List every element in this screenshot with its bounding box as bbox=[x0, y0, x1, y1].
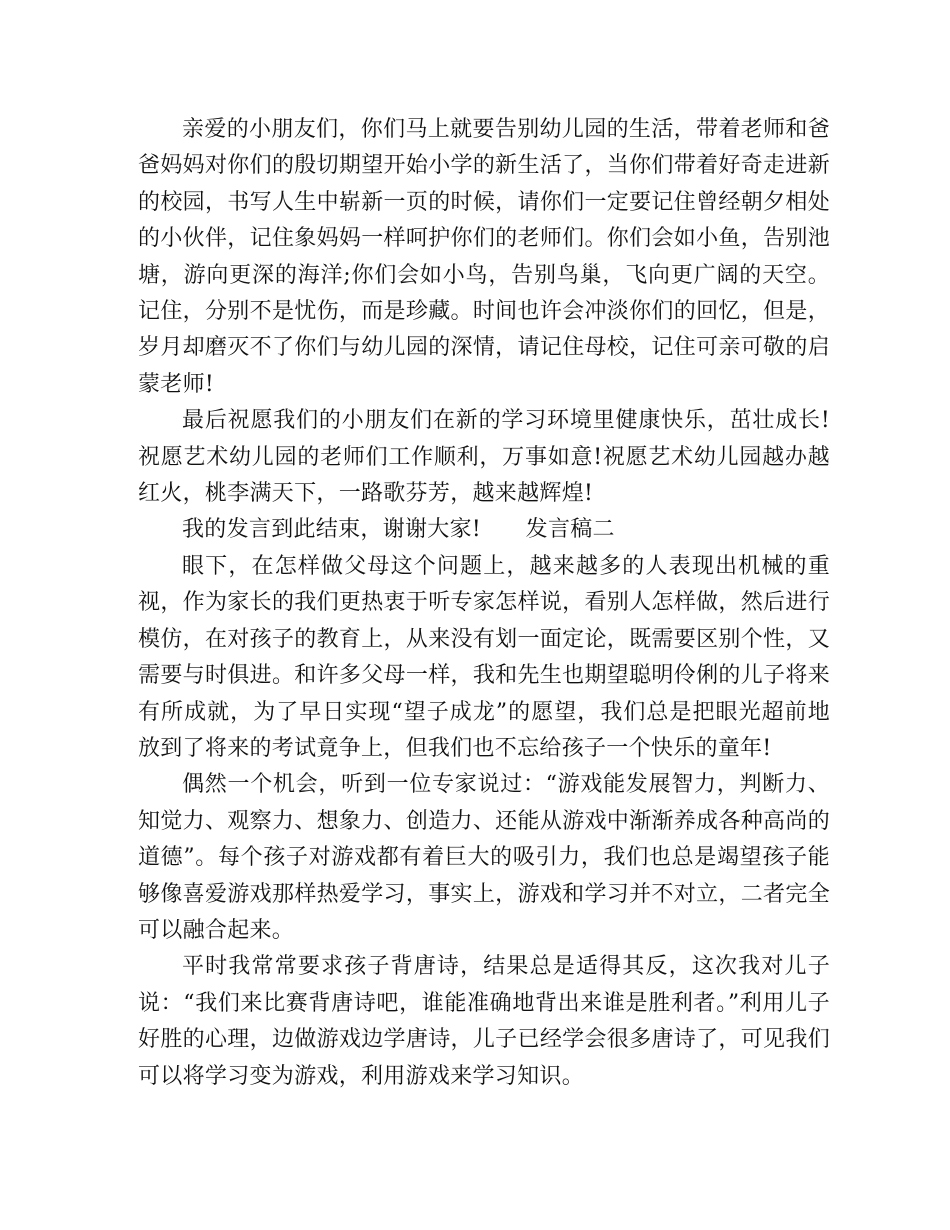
paragraph-closing: 我的发言到此结束，谢谢大家! 发言稿二 bbox=[182, 517, 615, 543]
document-body bbox=[138, 112, 830, 1095]
paragraph-poems: 平时我常常要求孩子背唐诗，结果总是适得其反，这次我对儿子说：“我们来比赛背唐诗吧，谁能准确地背出来谁是胜利者。”利用儿子好胜的心理，边做游戏边学唐诗，儿子已经学会很多唐诗了，可见我们可以将学习变为游戏，利用游戏来学习知识。 bbox=[138, 954, 830, 1089]
paragraph-farewell: 亲爱的小朋友们，你们马上就要告别幼儿园的生活，带着老师和爸爸妈妈对你们的殷切期望开始小学的新生活了，当你们带着好奇走进新的校园，书写人生中崭新一页的时候，请你们一定要记住曾经朝夕相处的小伙伴，记住象妈妈一样呵护你们的老师们。你们会如小鱼，告别池塘，游向更深的海洋;你们会如小鸟，告别鸟巢，飞向更广阔的天空。记住，分别不是忧伤，而是珍藏。时间也许会冲淡你们的回忆，但是，岁月却磨灭不了你们与幼儿园的深情，请记住母校，记住可亲可敬的启蒙老师! bbox=[138, 117, 830, 397]
paragraph-parenting: 眼下，在怎样做父母这个问题上，越来越多的人表现出机械的重视，作为家长的我们更热衷于听专家怎样说，看别人怎样做，然后进行模仿，在对孩子的教育上，从来没有划一面定论，既需要区别个性，又需要与时俱进。和许多父母一样，我和先生也期望聪明伶俐的儿子将来有所成就，为了早日实现“望子成龙”的愿望，我们总是把眼光超前地放到了将来的考试竟争上，但我们也不忘给孩子一个快乐的童年! bbox=[138, 553, 830, 761]
paragraph-games: 偶然一个机会，听到一位专家说过：“游戏能发展智力，判断力、知觉力、观察力、想象力、创造力、还能从游戏中渐渐养成各种高尚的道德”。每个孩子对游戏都有着巨大的吸引力，我们也总是竭望孩子能够像喜爱游戏那样热爱学习，事实上，游戏和学习并不对立，二者完全可以融合起来。 bbox=[138, 772, 830, 943]
paragraph-wishes: 最后祝愿我们的小朋友们在新的学习环境里健康快乐，茁壮成长!祝愿艺术幼儿园的老师们工作顺利，万事如意!祝愿艺术幼儿园越办越红火，桃李满天下，一路歌芬芳，越来越辉煌! bbox=[138, 408, 830, 507]
